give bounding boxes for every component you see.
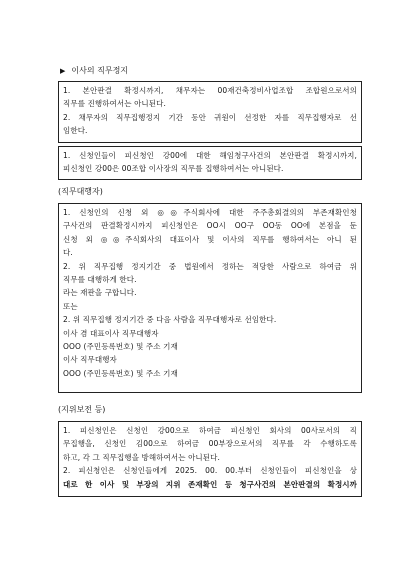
claim-box-status-preservation [58, 421, 362, 497]
box-line: 직무를 진행하여서는 아니된다. [63, 99, 166, 109]
box-line: 무집행을, 신청인 김00으로 하여금 00부장으로서의 직무를 각 수행하도록 [63, 439, 357, 449]
box-line: 1. 피신청인은 신청인 강00으로 하여금 피신청인 회사의 00사로서의 직 [63, 426, 357, 435]
section-title: (지위보전 등) [58, 405, 106, 414]
section-heading-status-preservation [58, 405, 105, 415]
box-line: 이사 직무대행자 [63, 355, 117, 365]
section-heading-director-suspension [60, 66, 128, 76]
box-line: OOO (주민등록번호) 및 주소 기재 [63, 368, 178, 378]
claim-box-2 [58, 146, 362, 180]
box-line: 신청 외 ◎◎주식회사의 대표이사 및 이사의 직무를 행하여서는 아니 된 [63, 234, 357, 244]
box-line: 하고, 각 그 직무집행을 방해하여서는 아니된다. [63, 452, 220, 462]
box-line: 1. 본안판결 확정시까지, 채무자는 00재건축정비사업조합 조합원으로서의 [63, 86, 357, 95]
box-line: 라는 재판을 구합니다. [63, 288, 137, 298]
box-line: 직무를 대행하게 한다. [63, 275, 137, 285]
box-line: 대로 한 이사 및 부장의 지위 존재확인 등 청구사건의 본안판결의 확정시까 [63, 479, 357, 489]
box-line: 2. 피신청인은 신청인들에게 2025. 00. 00.부터 신청인들이 피신청인을 상 [63, 466, 357, 476]
box-line: 1. 신청인들이 피신청인 강00에 대한 해임청구사건의 본안판결 확정시까지, [63, 151, 357, 160]
box-line: 임한다. [63, 126, 88, 136]
section-title: (직무대행자) [58, 187, 103, 196]
section-heading-acting-director [58, 187, 103, 197]
box-line: OOO (주민등록번호) 및 주소 기재 [63, 342, 178, 352]
box-line: 이사 겸 대표이사 직무대행자 [63, 328, 159, 338]
box-line: 구사건의 판결확정시까지 피신청인은 OO시 OO구 OO동 OO에 본점을 둔 [63, 221, 357, 231]
claim-box-acting-director [58, 203, 362, 393]
box-line: 2. 채무자의 직무집행정지 기간 동안 귀원이 선정한 자를 직무집행자로 선 [63, 112, 357, 122]
box-line: 2. 위 직무집행 정지기간 중 법원에서 정하는 적당한 사람으로 하여금 위 [63, 261, 357, 271]
box-line: 1. 신청인의 신청 외 ◎◎주식회사에 대한 주주총회결의의 부존재확인청 [63, 208, 357, 217]
box-line: 다. [63, 248, 73, 258]
box-line: 피신청인 강00은 00조합 이사장의 직무를 집행하여서는 아니된다. [63, 164, 284, 174]
triangle-bullet-icon: ▶ [60, 67, 66, 75]
box-line: 2. 위 직무집행 정지기간 중 다음 사람을 직무대행자로 선임한다. [63, 315, 277, 325]
section-title: 이사의 직무정지 [71, 66, 129, 75]
box-line: 또는 [63, 301, 78, 311]
claim-box-1 [58, 81, 362, 143]
